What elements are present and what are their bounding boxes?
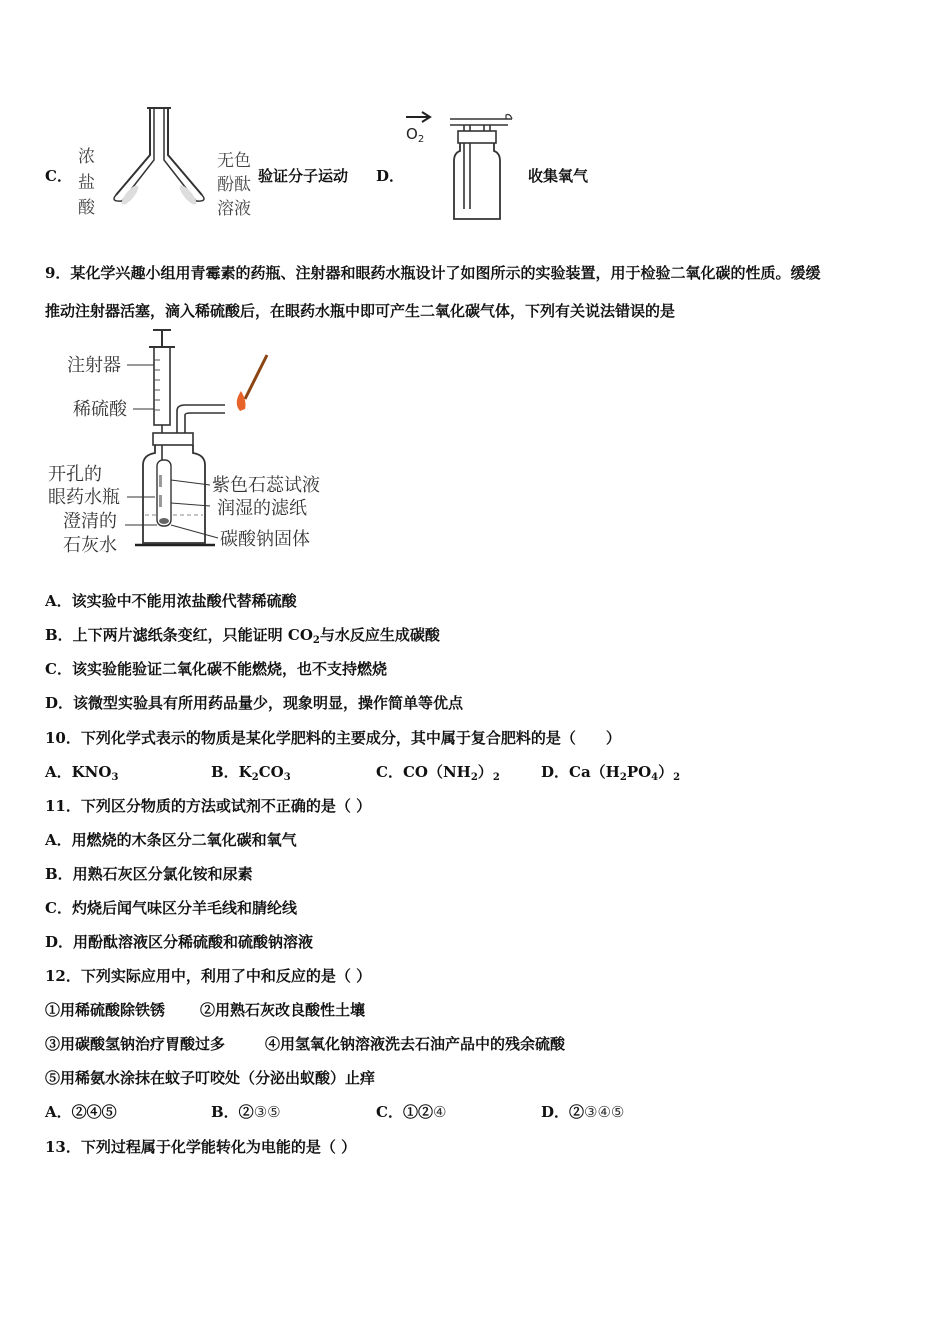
svg-text:O2 (406, 125, 424, 145)
q12-item-5: ⑤用稀氨水涂抹在蚊子叮咬处（分泌出蚁酸）止痒 (45, 1069, 376, 1087)
q11-option-d: D．用酚酞溶液区分稀硫酸和硫酸钠溶液 (45, 933, 314, 951)
q12-item-4: ④用氢氧化钠溶液洗去石油产品中的残余硫酸 (265, 1035, 566, 1053)
option-d-label: D． (376, 167, 405, 185)
q10-option-d: D．$Ca(H_2PO_4)_2$ (541, 763, 681, 783)
c-right-text-3: 溶液 (217, 199, 251, 219)
q12-item-1: ①用稀硫酸除铁锈 (45, 1001, 166, 1019)
q9-option-a: A．该实验中不能用浓盐酸代替稀硫酸 (45, 592, 297, 610)
q9-stem-line1: 9．某化学兴趣小组用青霉素的药瓶、注射器和眼药水瓶设计了如图所示的实验装置，用于检验二氧化碳的性质。缓缓 (45, 264, 821, 282)
q12-item-3: ③用碳酸氢钠治疗胃酸过多 (45, 1035, 226, 1053)
label-sodium-carbonate: 碳酸钠固体 (220, 529, 310, 550)
q10-stem: 10．下列化学式表示的物质是某化学肥料的主要成分，其中属于复合肥料的是（ ） (45, 729, 621, 747)
label-bottle-line2: 眼药水瓶 (48, 487, 120, 508)
c-left-text-2: 盐 (78, 173, 95, 193)
q12-option-d: D．②③④⑤ (541, 1103, 625, 1121)
q12-option-c: C．①②④ (376, 1103, 447, 1121)
q10-option-c: C．$CO(NH_2)_2$ (376, 763, 500, 783)
q9-option-c: C．该实验能验证二氧化碳不能燃烧，也不支持燃烧 (45, 660, 387, 678)
q12-option-a: A．②④⑤ (45, 1103, 117, 1121)
label-lime-line2: 石灰水 (63, 535, 117, 556)
c-left-text-3: 酸 (78, 198, 95, 218)
q9-option-d: D．该微型实验具有所用药品量少，现象明显，操作简单等优点 (45, 694, 464, 712)
q9-option-b: B．上下两片滤纸条变红，只能证明 $CO_2$与水反应生成碳酸 (45, 626, 440, 646)
q11-option-a: A．用燃烧的木条区分二氧化碳和氧气 (45, 831, 297, 849)
oxygen-collection-bottle (400, 105, 520, 225)
q13-stem: 13．下列过程属于化学能转化为电能的是（ ） (45, 1138, 357, 1156)
option-d-caption: 收集氧气 (528, 167, 589, 185)
q9-stem-line2: 推动注射器活塞，滴入稀硫酸后，在眼药水瓶中即可产生二氧化碳气体，下列有关说法错误的是 (45, 302, 676, 320)
label-lime-line1: 澄清的 (63, 511, 117, 532)
c-right-text-2: 酚酞 (217, 175, 251, 195)
d-gas-subscript: 2 (417, 134, 425, 145)
label-litmus-paper-1: 紫色石蕊试液 (212, 475, 320, 496)
q12-item-2: ②用熟石灰改良酸性土壤 (200, 1001, 366, 1019)
c-left-text-1: 浓 (78, 147, 95, 167)
q10-option-a: A．$KNO_3$ (45, 763, 119, 783)
label-litmus-paper-2: 润湿的滤纸 (217, 498, 307, 519)
q11-option-b: B．用熟石灰区分氯化铵和尿素 (45, 865, 253, 883)
q10-option-b: B．$K_2CO_3$ (211, 763, 291, 783)
option-c-caption: 验证分子运动 (258, 167, 349, 185)
label-dilute-acid: 稀硫酸 (73, 399, 127, 420)
label-syringe: 注射器 (67, 355, 121, 376)
d-gas-formula: O (406, 125, 418, 143)
q12-option-b: B．②③⑤ (211, 1103, 281, 1121)
q11-stem: 11．下列区分物质的方法或试剂不正确的是（ ） (45, 797, 372, 815)
label-bottle-line1: 开孔的 (48, 464, 102, 485)
q11-option-c: C．灼烧后闻气味区分羊毛线和腈纶线 (45, 899, 297, 917)
q12-stem: 12．下列实际应用中，利用了中和反应的是（ ） (45, 967, 372, 985)
co2-experiment-apparatus (45, 325, 345, 560)
ammonia-diffusion-apparatus (70, 100, 260, 225)
option-c-label: C． (45, 167, 72, 185)
c-right-text-1: 无色 (217, 151, 251, 171)
